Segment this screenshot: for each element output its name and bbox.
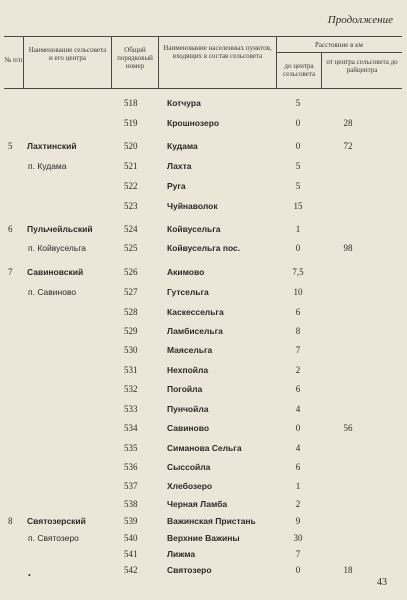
settlement-name: Черная Ламба [167,499,228,509]
ordinal-number: 530 [124,345,138,355]
ordinal-number: 522 [124,181,138,191]
table-row [0,516,407,532]
ordinal-number: 533 [124,404,138,414]
settlement-name: Маясельга [167,345,213,355]
ordinal-number: 529 [124,326,138,336]
distance-to-center: 2 [295,499,301,509]
distance-to-center: 6 [295,462,301,472]
header-num: № п/п [4,56,23,64]
continuation-label: Продолжение [327,14,393,26]
council-center: п. Савиново [28,287,77,297]
settlement-name: Святозеро [167,565,212,575]
distance-to-center: 0 [295,243,301,253]
settlement-name: Симанова Сельга [167,443,242,453]
distance-to-center: 15 [293,201,303,211]
ordinal-number: 523 [124,201,138,211]
distance-to-center: 5 [295,98,301,108]
ordinal-number: 538 [124,499,138,509]
table-row [0,443,407,459]
council-name: Пульчейльский [27,224,93,234]
distance-to-center: 6 [295,384,301,394]
header-distance: Расстояние в км [314,41,363,49]
distance-to-center: 0 [295,141,301,151]
settlement-name: Лижма [167,549,196,559]
distance-to-center: 0 [295,565,301,575]
divider-4 [276,36,277,88]
distance-to-district: 56 [343,423,353,433]
distance-to-center: 7 [295,549,301,559]
settlement-name: Каскессельга [167,307,224,317]
settlement-name: Котчура [167,98,201,108]
settlement-name: Гутсельга [167,287,209,297]
ordinal-number: 520 [124,141,138,151]
settlement-name: Койвусельга [167,224,221,234]
table-row [0,565,407,581]
council-center: п. Кудама [28,161,67,171]
ordinal-number: 531 [124,365,138,375]
divider-1 [23,36,24,88]
distance-to-center: 1 [295,481,301,491]
settlement-name: Лахта [167,161,192,171]
settlement-name: Верхние Важины [167,533,240,543]
settlement-name: Крошнозеро [167,118,220,128]
row-number: 8 [8,516,13,526]
ordinal-number: 541 [124,549,138,559]
table-row [0,141,407,157]
distance-to-center: 30 [293,533,303,543]
distance-to-center: 6 [295,307,301,317]
ordinal-number: 535 [124,443,138,453]
settlement-name: Пунчойла [167,404,209,414]
distance-to-center: 4 [295,404,301,414]
ordinal-number: 537 [124,481,138,491]
ordinal-number: 521 [124,161,138,171]
header-top-rule [4,36,402,37]
distance-to-center: 7,5 [292,267,304,277]
distance-to-center: 7 [295,345,301,355]
ordinal-number: 540 [124,533,138,543]
settlement-name: Койвусельга пос. [167,243,241,253]
distance-to-center: 1 [295,224,301,234]
council-center: п. Святозеро [28,533,79,543]
settlement-name: Сыссойла [167,462,211,472]
distance-to-district: 28 [343,118,353,128]
table-row [0,267,407,283]
ordinal-number: 534 [124,423,138,433]
header-settlements: Наименование населенных пунктов, входящих в состав сельсовета [163,44,272,60]
distance-to-center: 9 [295,516,301,526]
settlement-name: Савиново [167,423,210,433]
table-row [0,345,407,361]
distance-to-district: 72 [343,141,353,151]
table-row [0,404,407,420]
header-ordinal: Общий порядковый номер [117,46,153,70]
settlement-name: Важинская Пристань [167,516,256,526]
distance-to-center: 0 [295,423,301,433]
table-row [0,384,407,400]
distance-to-center: 2 [295,365,301,375]
table-row [0,481,407,497]
ordinal-number: 519 [124,118,138,128]
table-row [0,326,407,342]
settlement-name: Акимово [167,267,205,277]
ordinal-number: 526 [124,267,138,277]
ordinal-number: 524 [124,224,138,234]
distance-to-center: 8 [295,326,301,336]
table-row [0,533,407,549]
table-row [0,118,407,134]
distance-subheader-rule [276,52,402,53]
council-name: Савиновский [27,267,84,277]
row-number: 6 [8,224,13,234]
table-row [0,365,407,381]
header-council: Наименование сельсовета и его центра [28,46,107,62]
table-row [0,287,407,303]
ordinal-number: 539 [124,516,138,526]
distance-to-center: 0 [295,118,301,128]
ordinal-number: 532 [124,384,138,394]
row-number: 7 [8,267,13,277]
ordinal-number: 527 [124,287,138,297]
table-row [0,243,407,259]
settlement-name: Кудама [167,141,198,151]
council-name: Святозерский [27,516,86,526]
divider-5 [321,52,322,88]
table-row [0,181,407,197]
settlement-name: Погойла [167,384,203,394]
table-row [0,201,407,217]
page-mark: • [28,571,31,580]
distance-to-center: 10 [293,287,303,297]
row-number: 5 [8,141,13,151]
divider-2 [111,36,112,88]
table-row [0,161,407,177]
divider-3 [158,36,159,88]
table-row [0,499,407,515]
table-row [0,224,407,240]
settlement-name: Нехпойла [167,365,209,375]
table-row [0,307,407,323]
ordinal-number: 536 [124,462,138,472]
settlement-name: Чуйнаволок [167,201,218,211]
ordinal-number: 518 [124,98,138,108]
header-dist-district: от центра сельсовета до райцентра [326,58,398,74]
settlement-name: Руга [167,181,186,191]
table-row [0,98,407,114]
ordinal-number: 542 [124,565,138,575]
distance-to-center: 5 [295,161,301,171]
ordinal-number: 528 [124,307,138,317]
table-row [0,423,407,439]
ordinal-number: 525 [124,243,138,253]
distance-to-district: 98 [343,243,353,253]
council-name: Лахтинский [27,141,77,151]
distance-to-center: 4 [295,443,301,453]
table-row [0,549,407,565]
council-center: п. Койвусельга [28,243,86,253]
table-row [0,462,407,478]
header-bottom-rule [4,88,402,89]
settlement-name: Хлебозеро [167,481,213,491]
distance-to-district: 18 [343,565,353,575]
distance-to-center: 5 [295,181,301,191]
page-number: 43 [377,577,387,588]
settlement-name: Ламбисельга [167,326,223,336]
header-dist-center: до центра сельсовета [282,62,316,78]
